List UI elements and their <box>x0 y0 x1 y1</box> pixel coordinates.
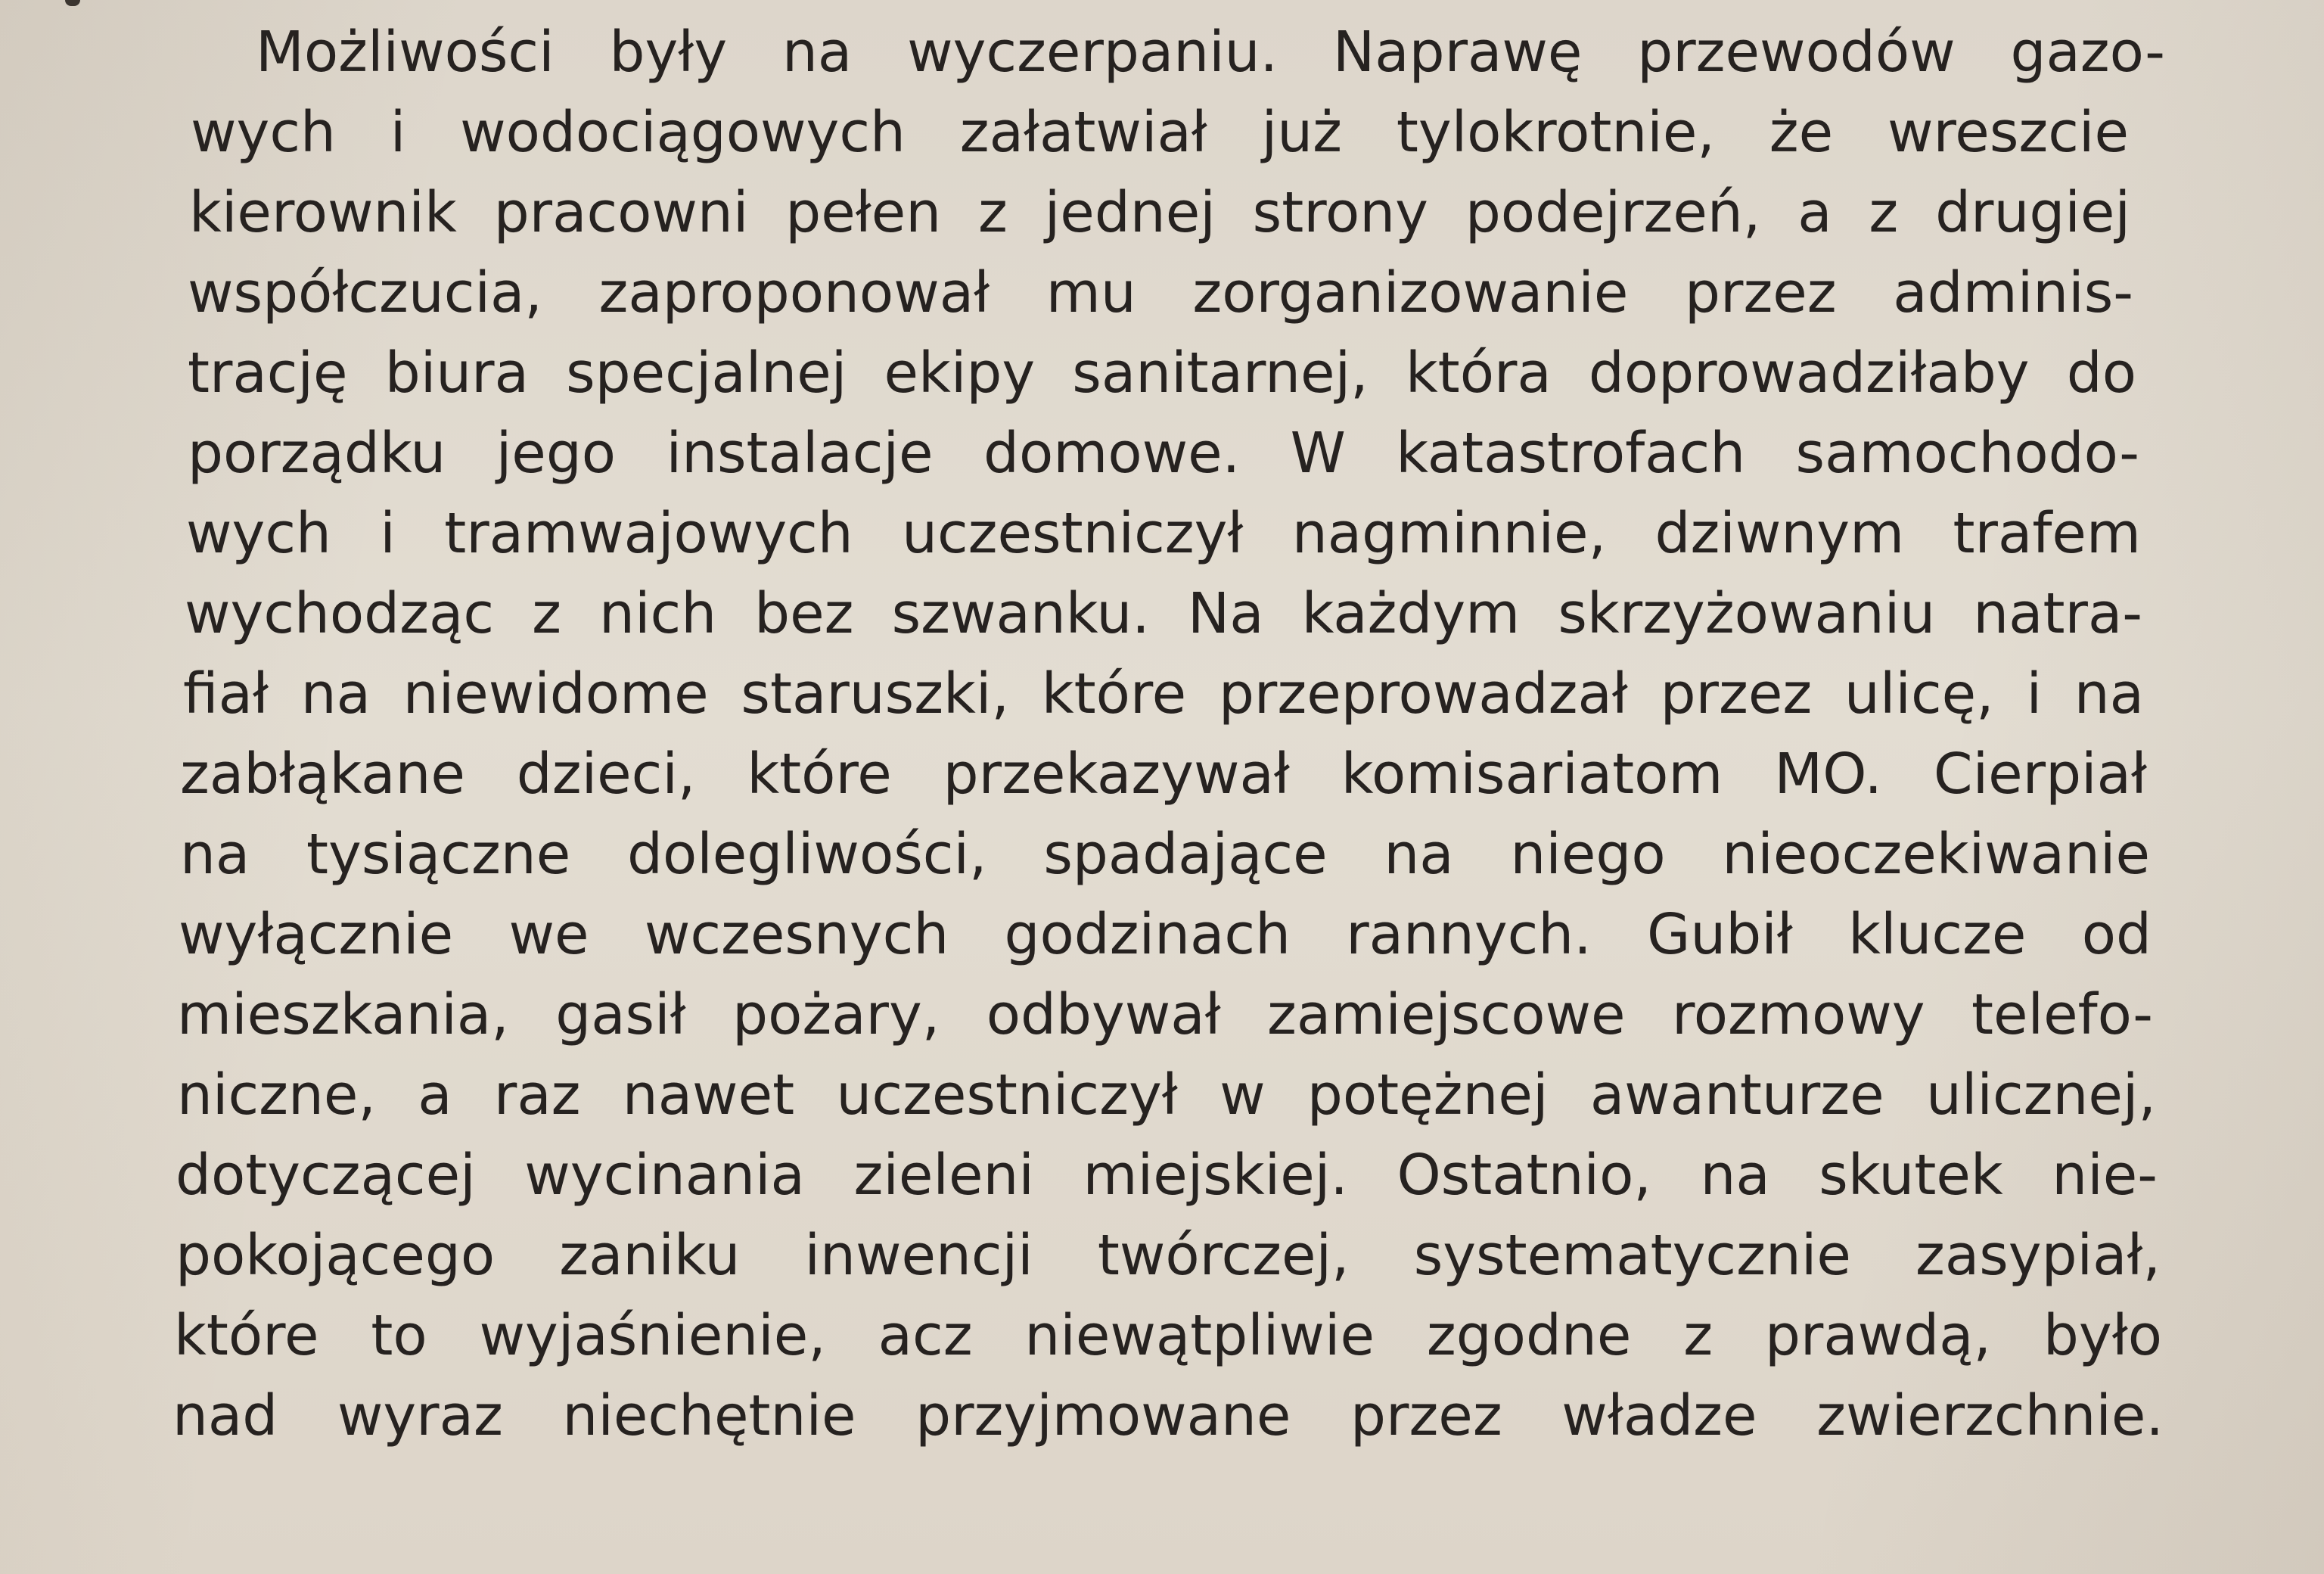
text-line-18: nad wyraz niechętnie przyjmowane przez władze zwierzchnie. <box>172 1383 2164 1448</box>
text-line-14: niczne, a raz nawet uczestniczył w potężnej awanturze ulicznej, <box>177 1062 2156 1128</box>
text-line-13: mieszkania, gasił pożary, odbywał zamiejscowe rozmowy telefo- <box>177 982 2153 1047</box>
text-line-11: na tysiączne dolegliwości, spadające na niego nieoczekiwanie <box>180 822 2150 887</box>
text-line-7: wych i tramwajowych uczestniczył nagminnie, dziwnym trafem <box>186 501 2141 566</box>
text-line-8: wychodząc z nich bez szwanku. Na każdym skrzyżowaniu natra- <box>185 581 2142 646</box>
text-line-2: wych i wodociągowych załatwiał już tylokrotnie, że wreszcie <box>191 100 2129 165</box>
text-line-15: dotyczącej wycinania zieleni miejskiej. Ostatnio, na skutek nie- <box>176 1143 2158 1208</box>
text-line-3: kierownik pracowni pełen z jednej strony podejrzeń, a z drugiej <box>189 180 2130 245</box>
text-line-17: które to wyjaśnienie, acz niewątpliwie zgodne z prawdą, było <box>174 1303 2162 1368</box>
text-line-1: Możliwości były na wyczerpaniu. Naprawę przewodów gazo- <box>256 20 2165 85</box>
text-line-6: porządku jego instalacje domowe. W katastrofach samochodo- <box>188 421 2139 486</box>
text-line-10: zabłąkane dzieci, które przekazywał komisariatom MO. Cierpiał <box>180 742 2147 807</box>
text-line-5: trację biura specjalnej ekipy sanitarnej, która doprowadziłaby do <box>188 341 2136 406</box>
text-line-16: pokojącego zaniku inwencji twórczej, systematycznie zasypiał, <box>176 1223 2161 1288</box>
text-line-4: współczucia, zaproponował mu zorganizowanie przez adminis- <box>188 260 2133 325</box>
text-line-12: wyłącznie we wczesnych godzinach rannych. Gubił klucze od <box>179 902 2152 967</box>
previous-line-fragment <box>65 0 80 6</box>
text-line-9: fiał na niewidome staruszki, które przeprowadzał przez ulicę, i na <box>183 661 2144 726</box>
